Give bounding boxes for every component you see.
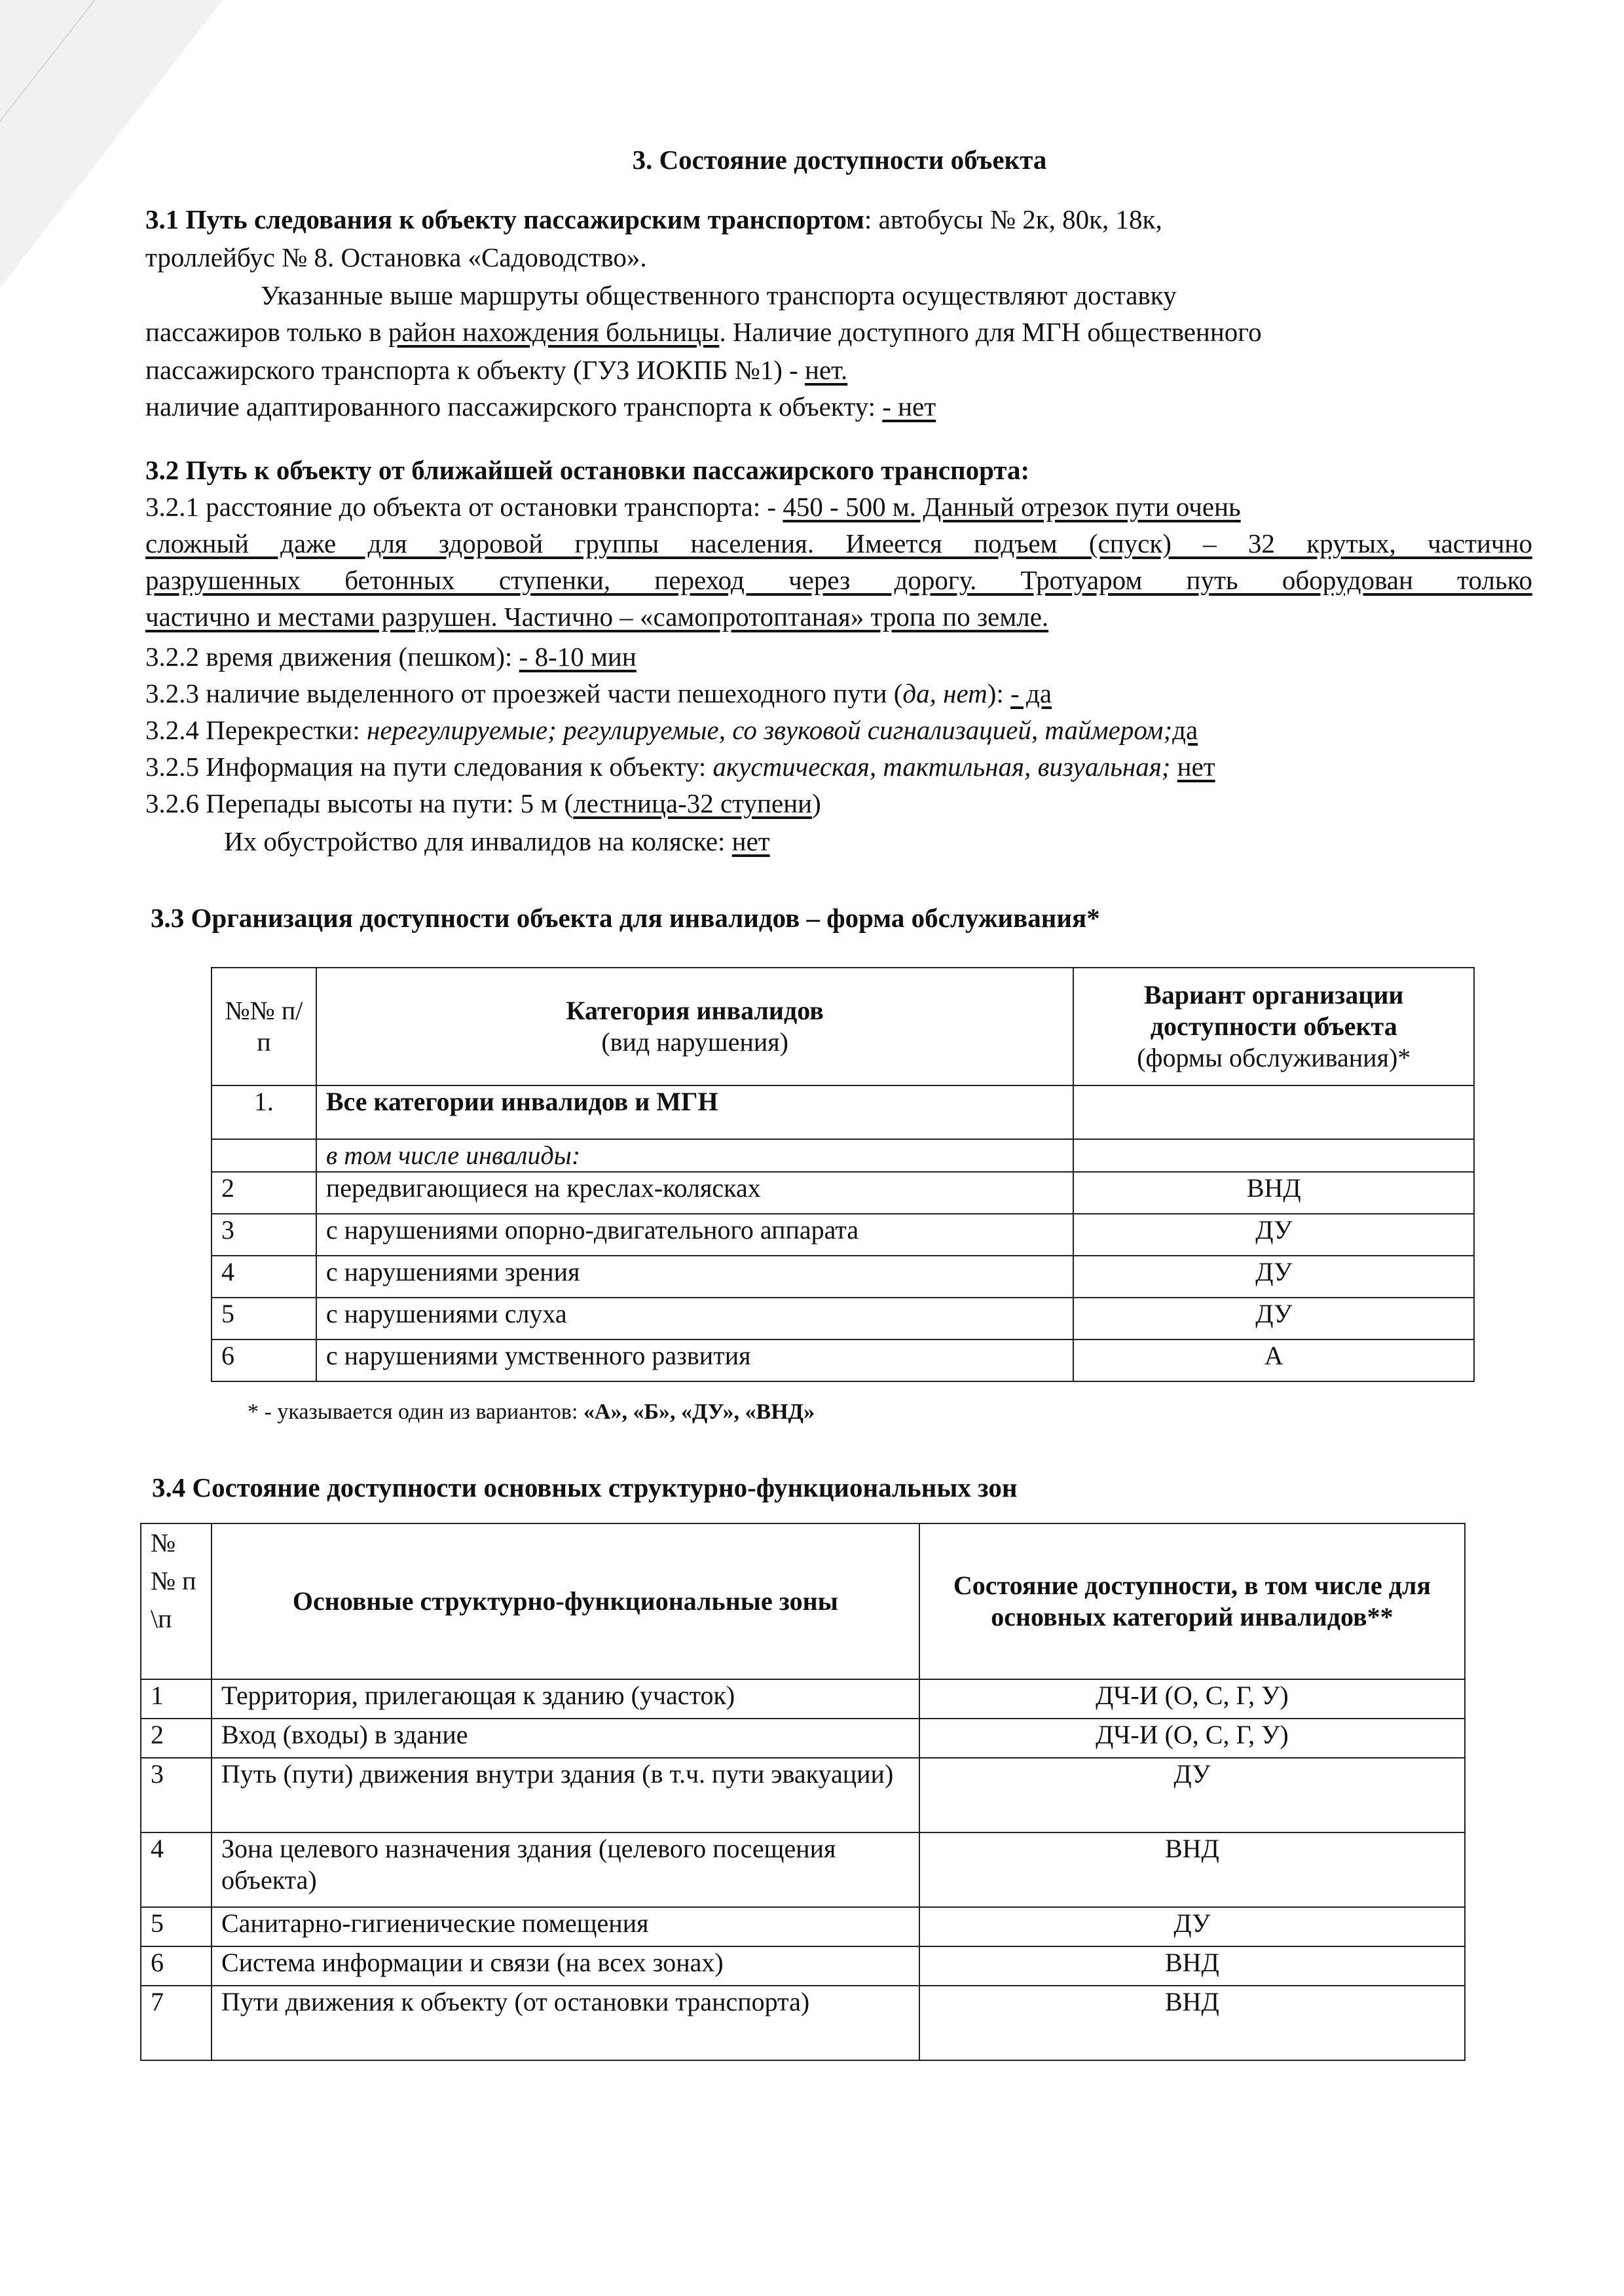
section-3-1-line-1 (145, 201, 1534, 238)
row-number: 1 (141, 1679, 212, 1719)
underlined-text: - да (1010, 678, 1052, 708)
row-zone: Пути движения к объекту (от остановки транспорта) (212, 1986, 919, 2060)
row-number (212, 1139, 316, 1172)
section-3-2-6-sub (224, 823, 1612, 860)
row-zone: Путь (пути) движения внутри здания (в т.ч. пути эвакуации) (212, 1758, 919, 1832)
header-number: № № п \п (141, 1523, 212, 1679)
section-3-1-line-2: троллейбус № 8. Остановка «Садоводство». (145, 242, 647, 272)
row-state: ДЧ-И (О, С, Г, У) (919, 1719, 1465, 1758)
text: ) (812, 788, 821, 818)
table-header-row (141, 1523, 1465, 1679)
row-number: 5 (212, 1298, 316, 1339)
text: 3.2.5 Информация на пути следования к объекту: (145, 752, 713, 782)
table-row (212, 1085, 1474, 1139)
row-state: ВНД (919, 1832, 1465, 1907)
row-state: ДУ (919, 1907, 1465, 1946)
text: 3.2.1 расстояние до объекта от остановки транспорта: - (145, 492, 783, 522)
text: пассажиров только в (145, 317, 388, 347)
table-row (212, 1339, 1474, 1381)
table-row (141, 1832, 1465, 1907)
section-3-2-heading: 3.2 Путь к объекту от ближайшей остановки пассажирского транспорта: (145, 455, 1030, 485)
header-number: №№ п/п (212, 968, 316, 1085)
header-zone: Основные структурно-функциональные зоны (212, 1523, 919, 1679)
underlined-text: нет (1177, 752, 1215, 782)
section-3-2-1-line-3: разрушенных бетонных ступенки, переход через дорогу. Тротуаром путь оборудован только (145, 565, 1532, 595)
section-3-1-para-3 (145, 352, 1534, 388)
row-variant: А (1073, 1339, 1474, 1381)
text: . Наличие доступного для МГН общественного (719, 317, 1262, 347)
page-title: 3. Состояние доступности объекта (632, 145, 1047, 175)
table-row (141, 1719, 1465, 1758)
row-state: ДУ (919, 1758, 1465, 1832)
text: наличие адаптированного пассажирского транспорта к объекту: (145, 392, 883, 422)
section-3-2-1-line-2: сложный даже для здоровой группы населения. Имеется подъем (спуск) – 32 крутых, частично (145, 528, 1532, 558)
row-zone: Система информации и связи (на всех зонах) (212, 1946, 919, 1986)
table-row (212, 1139, 1474, 1172)
row-category: с нарушениями умственного развития (316, 1339, 1074, 1381)
row-number: 4 (212, 1256, 316, 1298)
italic-text: да, нет (902, 678, 987, 708)
table-row (212, 1256, 1474, 1298)
row-number: 4 (141, 1832, 212, 1907)
table-row (212, 1172, 1474, 1214)
section-3-2-6 (145, 785, 1534, 822)
underlined-text: да (1172, 715, 1198, 745)
underlined-text: район нахождения больницы (388, 317, 720, 347)
row-zone: Территория, прилегающая к зданию (участок) (212, 1679, 919, 1719)
row-category: с нарушениями опорно-двигательного аппарата (316, 1214, 1074, 1256)
row-variant: ДУ (1073, 1298, 1474, 1339)
row-number: 7 (141, 1986, 212, 2060)
row-zone: Вход (входы) в здание (212, 1719, 919, 1758)
text: 3.2.4 Перекрестки: (145, 715, 367, 745)
section-3-4-heading: 3.4 Состояние доступности основных структурно-функциональных зон (152, 1472, 1018, 1503)
underlined-text: - 8-10 мин (519, 642, 637, 672)
table-row (212, 1298, 1474, 1339)
row-number: 2 (141, 1719, 212, 1758)
footnote (248, 1400, 815, 1425)
row-number: 2 (212, 1172, 316, 1214)
row-category: передвигающиеся на креслах-колясках (316, 1172, 1074, 1214)
header-category (316, 968, 1074, 1085)
row-variant (1073, 1085, 1474, 1139)
row-category: с нарушениями слуха (316, 1298, 1074, 1339)
text: 3.2.2 время движения (пешком): (145, 642, 519, 672)
header-variant-subtitle: (формы обслуживания)* (1137, 1043, 1411, 1072)
row-number: 6 (212, 1339, 316, 1381)
underlined-text: нет (731, 826, 770, 856)
table-row (141, 1986, 1465, 2060)
section-3-2-1-line-1 (145, 488, 1532, 525)
table-row (212, 1214, 1474, 1256)
section-3-2-3 (145, 675, 1534, 712)
underlined-text: 450 - 500 м. Данный отрезок пути очень (783, 492, 1241, 522)
italic-text: акустическая, тактильная, визуальная; (712, 752, 1171, 782)
zones-table (140, 1523, 1466, 2061)
section-3-2-4 (145, 712, 1534, 748)
row-state: ВНД (919, 1986, 1465, 2060)
row-state: ДЧ-И (О, С, Г, У) (919, 1679, 1465, 1719)
row-number: 3 (212, 1214, 316, 1256)
footnote-text: * - указывается один из вариантов: (248, 1400, 583, 1424)
underlined-text: нет. (805, 355, 848, 385)
header-state: Состояние доступности, в том числе для основных категорий инвалидов** (919, 1523, 1465, 1679)
underlined-text: - нет (882, 392, 936, 422)
section-3-1-para-2 (145, 314, 1534, 350)
row-number: 5 (141, 1907, 212, 1946)
row-category: Все категории инвалидов и МГН (316, 1085, 1074, 1139)
row-category: с нарушениями зрения (316, 1256, 1074, 1298)
row-variant: ДУ (1073, 1256, 1474, 1298)
section-3-2-5 (145, 748, 1534, 785)
row-zone: Зона целевого назначения здания (целевого посещения объекта) (212, 1832, 919, 1907)
italic-text: нерегулируемые; регулируемые, со звуковой сигнализацией, таймером; (367, 715, 1173, 745)
row-variant (1073, 1139, 1474, 1172)
row-number: 1. (212, 1085, 316, 1139)
text: 3.2.6 Перепады высоты на пути: 5 м ( (145, 788, 574, 818)
text: ): (987, 678, 1011, 708)
section-3-1-para-1: Указанные выше маршруты общественного транспорта осуществляют доставку (261, 280, 1177, 310)
row-number: 6 (141, 1946, 212, 1986)
table-row (141, 1758, 1465, 1832)
table-row (141, 1946, 1465, 1986)
header-category-title: Категория инвалидов (566, 996, 824, 1025)
section-3-2-2 (145, 638, 1534, 675)
table-header-row (212, 968, 1474, 1085)
row-variant: ДУ (1073, 1214, 1474, 1256)
text: пассажирского транспорта к объекту (ГУЗ ИОКПБ №1) - (145, 355, 805, 385)
text: 3.2.3 наличие выделенного от проезжей части пешеходного пути ( (145, 678, 903, 708)
table-row (141, 1907, 1465, 1946)
row-zone: Санитарно-гигиенические помещения (212, 1907, 919, 1946)
service-form-table (211, 967, 1475, 1382)
table-row (141, 1679, 1465, 1719)
underlined-text: лестница-32 ступени (573, 788, 813, 818)
row-variant: ВНД (1073, 1172, 1474, 1214)
section-3-1-para-4 (145, 388, 1534, 425)
section-3-1-heading: 3.1 Путь следования к объекту пассажирским транспортом (145, 204, 864, 234)
header-variant (1073, 968, 1474, 1085)
row-category-note: в том числе инвалиды: (316, 1139, 1074, 1172)
header-variant-title: Вариант организации доступности объекта (1144, 980, 1404, 1041)
text: Их обустройство для инвалидов на коляске: (224, 826, 732, 856)
footnote-variants: «А», «Б», «ДУ», «ВНД» (583, 1400, 815, 1424)
section-3-1-text: : автобусы № 2к, 80к, 18к, (864, 204, 1162, 234)
row-number: 3 (141, 1758, 212, 1832)
section-3-2-1-line-4: частично и местами разрушен. Частично – «самопротоптаная» тропа по земле. (145, 602, 1049, 632)
row-state: ВНД (919, 1946, 1465, 1986)
text (1170, 752, 1177, 782)
header-category-subtitle: (вид нарушения) (601, 1027, 788, 1057)
section-3-3-heading: 3.3 Организация доступности объекта для инвалидов – форма обслуживания* (151, 903, 1100, 933)
